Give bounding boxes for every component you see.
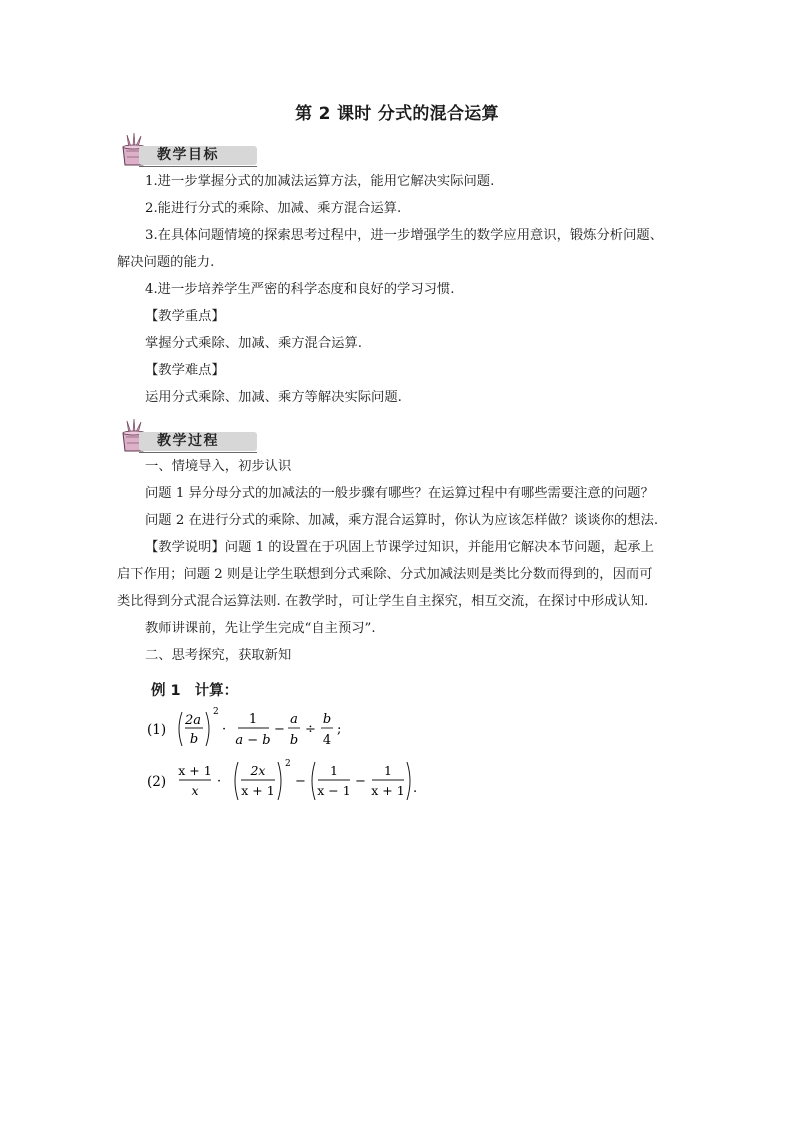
- formula-2: [145, 756, 435, 808]
- key-point-text: 掌握分式乘除、加减、乘方混合运算.: [145, 336, 362, 351]
- formula-1: [145, 704, 385, 756]
- minus-operator: −: [274, 722, 285, 737]
- goal-item: 3.在具体问题情境的探索思考过程中，进一步增强学生的数学应用意识，锻炼分析问题、: [145, 228, 663, 243]
- exponent: 2: [285, 759, 291, 769]
- fraction-denominator: x: [191, 783, 199, 798]
- dot-operator: ·: [217, 774, 222, 789]
- fraction-numerator: b: [322, 712, 332, 727]
- fraction-numerator: 1: [248, 712, 258, 727]
- fraction-denominator: 4: [322, 733, 332, 748]
- fraction-denominator: a − b: [235, 733, 271, 748]
- formula-number: (1): [147, 722, 167, 738]
- example-heading: [151, 679, 238, 700]
- fraction-denominator: x + 1: [241, 783, 275, 798]
- fraction-denominator: b: [189, 732, 199, 747]
- minus-operator: −: [295, 774, 306, 789]
- process-heading: 一、情境导入，初步认识: [145, 459, 292, 474]
- section-header-goals: [117, 131, 257, 169]
- process-paragraph: 类比得到分式混合运算法则. 在教学时，可让学生自主探究，相互交流，在探讨中形成认知.: [117, 594, 649, 609]
- section-header-label: 教学目标: [157, 147, 219, 163]
- process-paragraph: 问题 1 异分母分式的加减法的一般步骤有哪些？在运算过程中有哪些需要注意的问题？: [145, 486, 654, 501]
- process-paragraph: 问题 2 在进行分式的乘除、加减，乘方混合运算时，你认为应该怎样做？谈谈你的想法.: [145, 513, 659, 528]
- goal-item: 2.能进行分式的乘除、加减、乘方混合运算.: [145, 201, 402, 216]
- fraction-denominator: b: [289, 733, 299, 748]
- semicolon: ;: [337, 722, 342, 737]
- process-paragraph: 【教学说明】问题 1 的设置在于巩固上节课学过知识，并能用它解决本节问题，起承上: [145, 540, 654, 555]
- goal-item-continued: 解决问题的能力.: [117, 255, 215, 270]
- process-paragraph: 启下作用；问题 2 则是让学生联想到分式乘除、分式加减法则是类比分数而得到的，因而可: [117, 567, 653, 582]
- difficulty-label: 【教学难点】: [145, 363, 225, 378]
- divide-operator: ÷: [305, 722, 316, 737]
- goal-item: 4.进一步培养学生严密的科学态度和良好的学习习惯.: [145, 282, 455, 297]
- exponent: 2: [213, 707, 219, 717]
- fraction-numerator: 1: [384, 763, 392, 778]
- fraction-denominator: x − 1: [317, 783, 351, 798]
- fraction-numerator: a: [290, 712, 298, 727]
- fraction-numerator: 1: [330, 763, 338, 778]
- process-paragraph: 教师讲课前，先让学生完成“自主预习”.: [145, 621, 376, 636]
- difficulty-text: 运用分式乘除、加减、乘方等解决实际问题.: [145, 390, 402, 405]
- goal-item: 1.进一步掌握分式的加减法运算方法，能用它解决实际问题.: [145, 174, 495, 189]
- fraction-numerator: 2a: [184, 713, 202, 728]
- example-label: 例 1: [151, 683, 181, 699]
- period: .: [413, 781, 418, 796]
- dot-operator: ·: [222, 722, 227, 737]
- fraction-numerator: 2x: [250, 763, 266, 778]
- section-header-process: [117, 417, 257, 455]
- section-header-label: 教学过程: [157, 433, 219, 449]
- key-point-label: 【教学重点】: [145, 309, 225, 324]
- fraction-numerator: x + 1: [178, 763, 212, 778]
- formula-number: (2): [147, 774, 167, 790]
- example-instruction: 计算：: [194, 683, 239, 699]
- process-heading: 二、思考探究，获取新知: [145, 648, 292, 663]
- minus-operator: −: [355, 774, 366, 789]
- page-title: 第 2 课时 分式的混合运算: [295, 104, 499, 124]
- fraction-denominator: x + 1: [371, 783, 405, 798]
